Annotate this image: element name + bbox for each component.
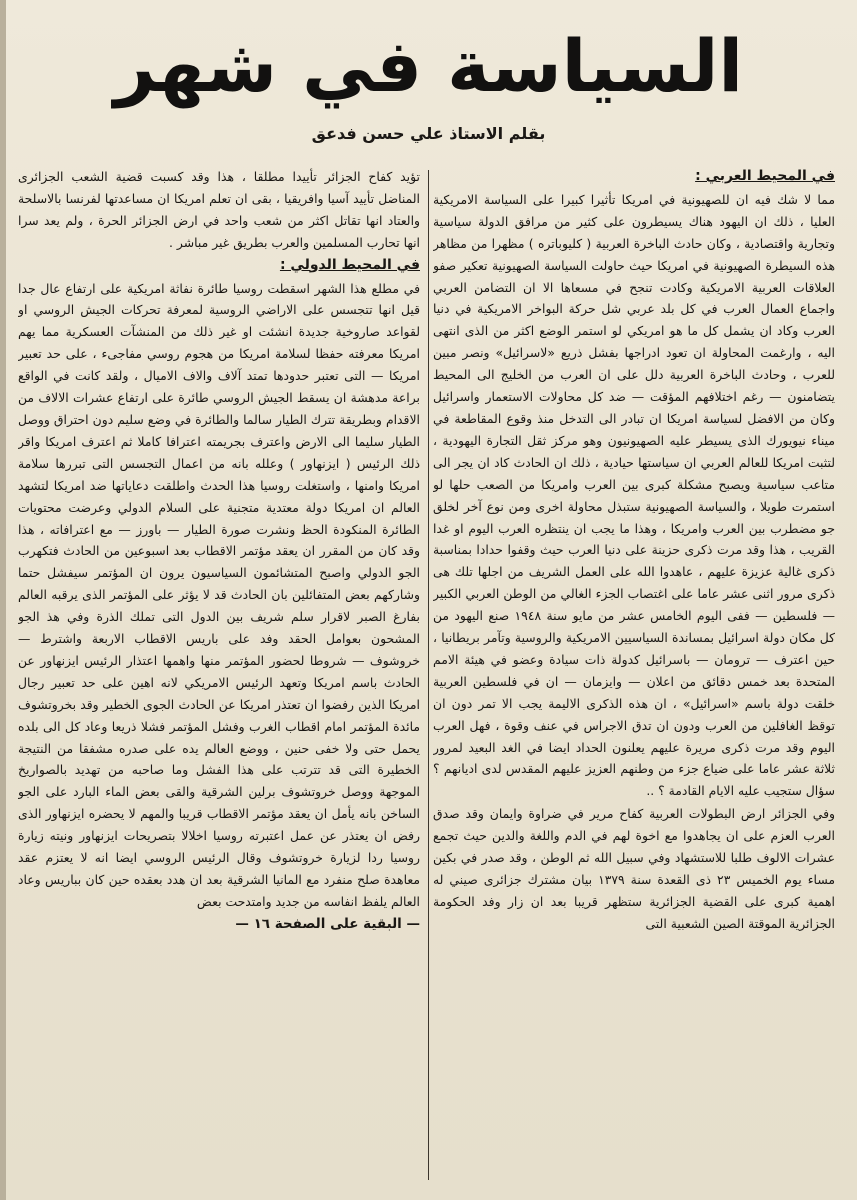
international-affairs-column xyxy=(18,166,420,1186)
section-heading-arab: في المحيط العربي : xyxy=(695,168,835,184)
international-paragraph-1: في مطلع هذا الشهر اسقطت روسيا طائرة نفاثة امريكية على ارتفاع عال جدا قيل انها تتجسس على الاراضي الروسية لمعرفة تحركات الجيش الروسي او لقواعد صاروخية جديدة انشئت او غير ذلك من المنشآت العسكرية مما يهم امريكا معرفته حفظا لسلامة امريكا من هجوم روسي مفاجىء ، على حد تعبير امريكا — التى تعتبر حدودها تمتد آلاف والاف الاميال ، ولقد كانت في الواقع براعة مدهشة ان يسقط الجيش الروسي طائرة على ارتفاع عشرات الالاف من الاقدام وبطريقة تترك الطيار سالما والطائرة في وضع سليم دون احتراق ووصل الطيار سليما الى الارض واعترف بجريمته اعترافا كاملا ثم اعترف امريكا واقر ذلك الرئيس ( ايزنهاور ) وعلله بانه من اعمال التجسس التى تبررها سلامة امريكا وامنها ، واستغلت روسيا هذا الحدث واطلقت دعاياتها ضد امريكا لتشهد العالم ان امريكا دولة معتدية متجنية على السلام الدولي وعرضت محتويات الطائرة المنكودة الحظ ونشرت صورة الطيار — باورز — مع اعترافاته ، هذا وقد كان من المقرر ان يعقد مؤتمر الاقطاب بعد اسبوعين من الحادث فتكهرب الجو الدولي واصبح المتشائمون السياسيون يرون ان المؤتمر سيفشل حتما وشاركهم بعض المتفائلين بان الحادث قد لا يؤثر على المؤتمر الذى يرقبه العالم بفارغ الصبر لاقرار سلم شريف بين الدول التى تملك الذرة وفي هذ الجو المشحون بعوامل الحقد وفد على باريس الاقطاب الاربعة واشترط — خروشوف — شروطا لحضور المؤتمر منها واهمها اعتذار الرئيس ايزنهاور عن الحادث باسم امريكا وتعهد الرئيس الامريكي لانه اهين على حد تعبير رجال امريكا الذين رفضوا ان تعتذر امريكا عن الحادث الجوى الخطير وقد بخروتشوف مائدة المؤتمر امام اقطاب الغرب وفشل المؤتمر فشلا ذريعا وعاد كل الى بلده يحمل حتى ولا خفى حنين ، ووضع العالم يده على صدره مشفقا من النتيجة الخطيرة التى قد تترتب على هذا الفشل وما صاحبه من تهديد بالصواريخ الموجهة ووصل خروتشوف برلين الشرقية والقى بعض الماء البارد على الجو الساخن بانه يأمل ان يعقد مؤتمر الاقطاب قريبا والمهم لا يحضره ايزنهاور الذى رفض ان يعتذر عن عمل اعتبرته روسيا اخلالا بتصريحات ايزنهاور ونيته زيارة روسيا ردا لزيارة خروتشوف وقال الرئيس الروسي ايضا انه لا يعتزم عقد معاهدة صلح منفرد مع المانيا الشرقية بعد ان هدد بعقده حين كان بباريس وعاد العالم يلفظ انفاسه من جديد وامتدحت بعض xyxy=(18,280,420,909)
arab-paragraph-1: مما لا شك فيه ان للصهيونية في امريكا تأثيرا كبيرا على السياسة الامريكية العليا ، ذلك ان اليهود هناك يسيطرون على كثير من مرافق الدولة سياسية وتجارية واقتصادية ، وكان حادث الباخرة العربية ( كليوباتره ) مظهرا من مظاهر هذه السيطرة الصهيونية في امريكا حيث حاولت السياسة الصهيونية تعكير صفو العلاقات العربية الامريكية وكادت تنجح في مسعاها الا ان التضامن العربي واجماع العمال العرب في كل بلد عربي شل حركة البواخر الامريكية في دنيا العرب وكاد ان يشمل كل ما هو امريكي لو استمر الوضع اكثر من الذى انتهى اليه ، وارغمت المحاولة ان تعود ادراجها بفشل ذريع «لاسرائيل» ونصر مبين للعرب ، وحادث الباخرة العربية دلل على ان العرب من الخليج الى المحيط يتضامنون — رغم اختلافهم المؤقت — ضد كل محاولات الاستعمار واسرائيل وكان من الافضل لسياسة امريكا ان تبادر الى التدخل منذ وقوع المقاطعة في ميناء نيويورك الذى يسيطر عليه الصهيونيون وهو مركز ثقل التجارة اليهودية ، لتثبت امريكا للعالم العربي ان سياستها حيادية ، ذلك ان الحادث كاد ان يجر الى متاعب سياسية ويصبح مشكلة كبرى بين العرب وامريكا من الصعب حلها لو استمرت طويلا ، والسياسة الصهيونية ستبذل محاولة اخرى ومن نوع آخر لخلق جو مضطرب بين العرب وامريكا ، وهذا ما يجب ان ينتظره العرب اليوم او غدا القريب ، هذا وقد مرت ذكرى حزينة على دنيا العرب حيث وقفوا حدادا بمناسبة ذكرى غالية عزيزة عليهم ، عاهدوا الله على العمل الشريف من اجلها تلك هى ذكرى مرور اثنى عشر عاما على اغتصاب الجزء الغالي من الوطن العربي الكبير — فلسطين — ففى اليوم الخامس عشر من مايو سنة ١٩٤٨ صنع اليهود من كل مكان دولة اسرائيل بمساندة السياسيين الامريكية والروسية وتآمر بريطانيا ، حين اعترف — ترومان — باسرائيل كدولة ذات سيادة وعضو في هيئة الامم المتحدة بعد خمس دقائق من اعلان — وايزمان — ان في فلسطين العربية خلقت دولة باسم «اسرائيل» ، ان هذه الذكرى الاليمة يجب الا تمر دون ان توقظ الغافلين من العرب ودون ان تدق الاجراس في عنف وقوة ، فهل العرب اليوم وقد مرت ذكرى مريرة عليهم يعلنون الحداد ايضا في الغد البعيد لمرور ثلاثة عشر عاما على ضياع جزء من وطنهم العزيز عليهم المقدس لدى اديانهم ؟ سؤال ستجيب عليه الايام القادمة ؟ .. xyxy=(433,191,835,799)
algeria-continuation: تؤيد كفاح الجزائر تأييدا مطلقا ، هذا وقد كسبت قضية الشعب الجزائرى المناضل تأييد آسيا وافريقيا ، بقى ان تعلم امريكا ان مساعدتها لفرنسا بالاسلحة والعتاد انها تقاتل اكثر من شعب واحد في ارض الجزائر الحرة ، ولم يعد سرا انها تحارب المسلمين والعرب بطريق غير مباشر . xyxy=(18,169,420,250)
masthead xyxy=(0,18,857,114)
author-byline: بقلم الاستاذ علي حسن فدعق xyxy=(311,124,546,143)
page-title: السياسة في شهر xyxy=(113,24,744,108)
page-binding-edge xyxy=(0,0,6,1200)
arab-affairs-column xyxy=(433,166,835,1186)
column-divider xyxy=(428,170,429,1180)
arab-paragraph-2: وفي الجزائر ارض البطولات العربية كفاح مرير في ضراوة وايمان وقد صدق العرب العزم على ان يجاهدوا مع اخوة لهم في الدم واللغة والدين حيث تجمع عشرات الالوف طلبا للاستشهاد وفي سبيل الله ثم الوطن ، وقد صدر في بكين مساء يوم الخميس ٢٣ ذى القعدة سنة ١٣٧٩ بيان مشترك جزائرى صيني له اهمية كبرى على القضية الجزائرية ستظهر قريبا بعد ان زار وفد الحكومة الجزائرية الموقتة الصين الشعبية التى xyxy=(433,806,835,931)
section-heading-international: في المحيط الدولي : xyxy=(279,256,420,273)
continued-note: — البقية على الصفحة ١٦ — xyxy=(235,915,420,932)
